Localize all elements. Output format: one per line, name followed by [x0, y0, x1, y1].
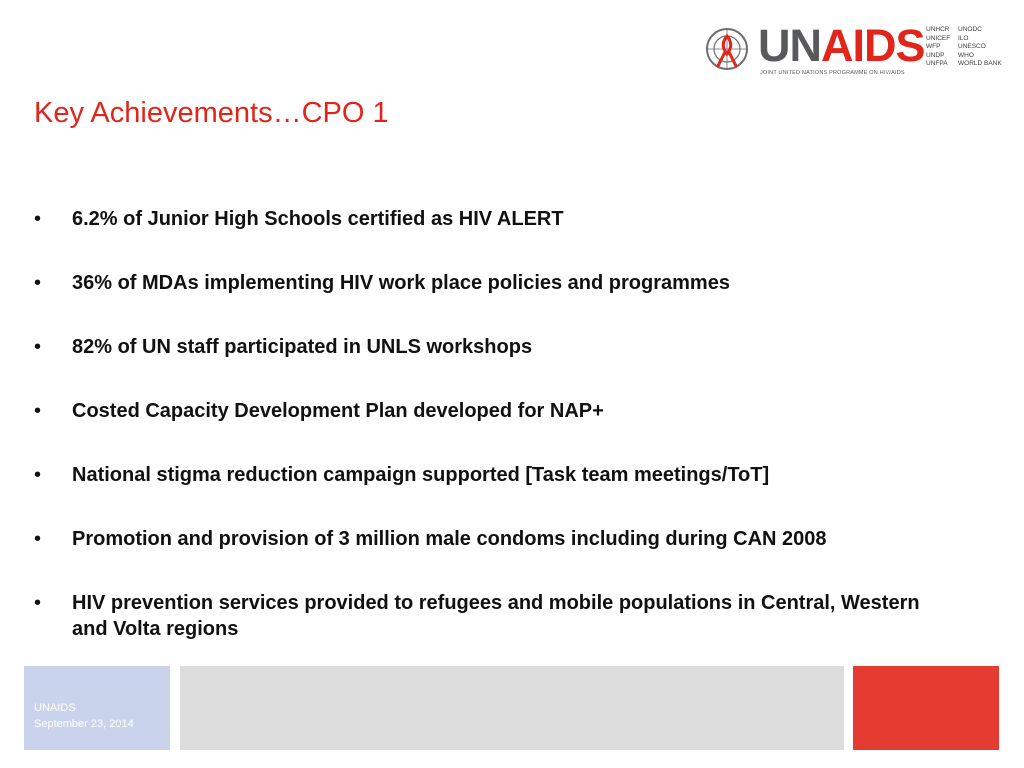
cosponsor-name: WORLD BANK	[958, 60, 1002, 68]
footer-left-panel	[24, 666, 170, 750]
footer-org: UNAIDS	[34, 702, 76, 714]
achievement-text: Costed Capacity Development Plan developed for NAP+	[72, 400, 604, 422]
unaids-logo	[704, 22, 1004, 78]
achievement-item	[34, 590, 954, 642]
bullet-icon: •	[34, 400, 42, 422]
cosponsor-name: UNHCR	[926, 26, 950, 33]
achievement-item	[34, 462, 954, 488]
achievement-list	[34, 206, 954, 680]
achievement-item	[34, 334, 954, 360]
achievement-item	[34, 526, 954, 552]
footer-right-panel	[853, 666, 999, 750]
bullet-icon: •	[34, 272, 42, 294]
unaids-wordmark	[758, 22, 925, 70]
achievement-text: National stigma reduction campaign supported [Task team meetings/ToT]	[72, 464, 770, 486]
bullet-icon: •	[34, 208, 42, 230]
cosponsor-name: ILO	[958, 34, 969, 42]
achievement-text: 6.2% of Junior High Schools certified as HIV ALERT	[72, 208, 564, 230]
cosponsor-name: UNESCO	[958, 43, 986, 51]
cosponsors-column-2	[958, 26, 1002, 69]
bullet-icon: •	[34, 336, 42, 358]
footer-middle-panel	[180, 666, 844, 750]
un-emblem-red-ribbon-icon	[704, 26, 750, 72]
cosponsor-name: UNODC	[958, 26, 982, 33]
achievement-text: HIV prevention services provided to refugees and mobile populations in Central, Western and Volta regions	[72, 592, 920, 640]
achievement-text: 82% of UN staff participated in UNLS workshops	[72, 336, 533, 358]
achievement-item	[34, 206, 954, 232]
footer-info	[34, 700, 134, 732]
cosponsors-column-1	[926, 26, 950, 69]
wordmark-aids: AIDS	[821, 20, 925, 71]
wordmark-un: UN	[758, 20, 821, 71]
cosponsor-name: UNFPA	[926, 60, 948, 68]
bullet-icon: •	[34, 464, 42, 486]
cosponsor-name: UNDP	[926, 51, 945, 59]
achievement-item	[34, 270, 954, 296]
logo-tagline: JOINT UNITED NATIONS PROGRAMME ON HIV/AIDS	[760, 70, 905, 76]
bullet-icon: •	[34, 592, 42, 614]
cosponsor-name: WHO	[958, 51, 974, 59]
cosponsor-name: WFP	[926, 43, 941, 51]
cosponsor-name: UNICEF	[926, 34, 951, 42]
slide-title: Key Achievements…CPO 1	[34, 97, 389, 129]
bullet-icon: •	[34, 528, 42, 550]
footer-date: September 23, 2014	[34, 718, 134, 730]
achievement-text: 36% of MDAs implementing HIV work place policies and programmes	[72, 272, 730, 294]
achievement-text: Promotion and provision of 3 million male condoms including during CAN 2008	[72, 528, 827, 550]
achievement-item	[34, 398, 954, 424]
